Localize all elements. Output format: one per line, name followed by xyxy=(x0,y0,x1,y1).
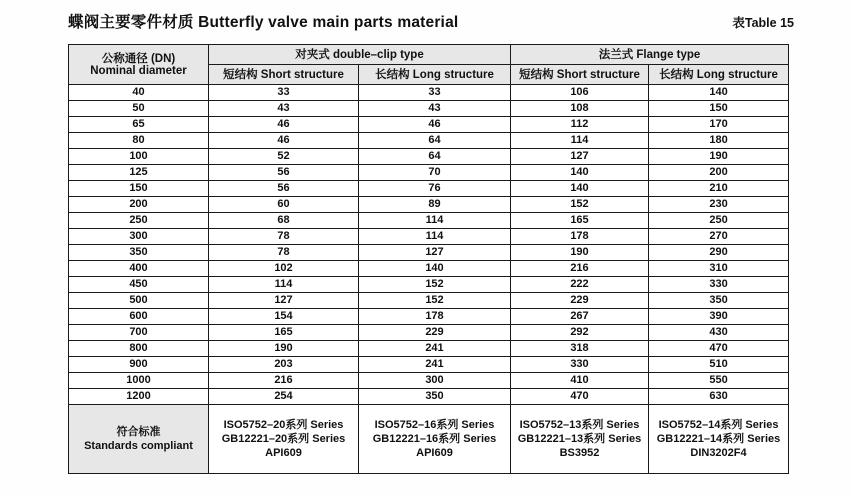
nominal-diameter-header-zh: 公称通径 (DN) xyxy=(101,52,176,65)
dn-cell: 900 xyxy=(69,357,209,373)
dimension-cell: 170 xyxy=(649,117,789,133)
dn-cell: 1000 xyxy=(69,373,209,389)
dimension-cell: 52 xyxy=(209,149,359,165)
dimension-cell: 165 xyxy=(209,325,359,341)
dimension-cell: 300 xyxy=(359,373,511,389)
dimension-cell: 330 xyxy=(511,357,649,373)
standards-label xyxy=(69,405,209,474)
dn-cell: 65 xyxy=(69,117,209,133)
table-row xyxy=(69,341,789,357)
dimension-cell: 43 xyxy=(359,101,511,117)
dn-cell: 800 xyxy=(69,341,209,357)
dimension-cell: 68 xyxy=(209,213,359,229)
dimension-cell: 350 xyxy=(359,389,511,405)
dn-cell: 700 xyxy=(69,325,209,341)
dimension-cell: 127 xyxy=(209,293,359,309)
dn-cell: 50 xyxy=(69,101,209,117)
dimension-cell: 410 xyxy=(511,373,649,389)
dimension-cell: 190 xyxy=(649,149,789,165)
table-row xyxy=(69,133,789,149)
table-row xyxy=(69,309,789,325)
dimension-cell: 102 xyxy=(209,261,359,277)
dimension-cell: 140 xyxy=(649,85,789,101)
dimension-cell: 250 xyxy=(649,213,789,229)
parts-material-table xyxy=(68,44,789,474)
sub-header-clip-short: 短结构 Short structure xyxy=(209,65,359,85)
dimension-cell: 140 xyxy=(359,261,511,277)
dn-cell: 125 xyxy=(69,165,209,181)
table-footer xyxy=(69,405,789,474)
dimension-cell: 210 xyxy=(649,181,789,197)
table-row xyxy=(69,101,789,117)
dn-cell: 100 xyxy=(69,149,209,165)
dn-cell: 250 xyxy=(69,213,209,229)
dimension-cell: 140 xyxy=(511,165,649,181)
table-row xyxy=(69,229,789,245)
dimension-cell: 254 xyxy=(209,389,359,405)
dimension-cell: 241 xyxy=(359,341,511,357)
table-header xyxy=(69,45,789,85)
dimension-cell: 630 xyxy=(649,389,789,405)
table-row xyxy=(69,245,789,261)
standards-line: BS3952 xyxy=(559,447,600,459)
dimension-cell: 229 xyxy=(511,293,649,309)
standards-line: DIN3202F4 xyxy=(690,447,747,459)
dimension-cell: 114 xyxy=(209,277,359,293)
dimension-cell: 180 xyxy=(649,133,789,149)
dimension-cell: 550 xyxy=(649,373,789,389)
dimension-cell: 310 xyxy=(649,261,789,277)
standards-cell-clip-short xyxy=(209,405,359,474)
dimension-cell: 70 xyxy=(359,165,511,181)
dimension-cell: 114 xyxy=(511,133,649,149)
group-header-double-clip: 对夹式 double–clip type xyxy=(209,45,511,65)
dimension-cell: 46 xyxy=(359,117,511,133)
table-row xyxy=(69,389,789,405)
dimension-cell: 114 xyxy=(359,213,511,229)
dimension-cell: 78 xyxy=(209,245,359,261)
dimension-cell: 152 xyxy=(359,277,511,293)
nominal-diameter-header xyxy=(69,45,209,85)
dimension-cell: 203 xyxy=(209,357,359,373)
dn-cell: 40 xyxy=(69,85,209,101)
dimension-cell: 140 xyxy=(511,181,649,197)
dimension-cell: 152 xyxy=(511,197,649,213)
dimension-cell: 64 xyxy=(359,133,511,149)
sub-header-flange-short: 短结构 Short structure xyxy=(511,65,649,85)
dimension-cell: 470 xyxy=(511,389,649,405)
dimension-cell: 350 xyxy=(649,293,789,309)
standards-line: GB12221–20系列 Series xyxy=(221,433,346,445)
dimension-cell: 190 xyxy=(209,341,359,357)
standards-line: API609 xyxy=(265,447,302,459)
dimension-cell: 290 xyxy=(649,245,789,261)
dimension-cell: 216 xyxy=(209,373,359,389)
dimension-cell: 60 xyxy=(209,197,359,213)
dimension-cell: 112 xyxy=(511,117,649,133)
dimension-cell: 178 xyxy=(511,229,649,245)
dn-cell: 500 xyxy=(69,293,209,309)
dimension-cell: 56 xyxy=(209,165,359,181)
dimension-cell: 230 xyxy=(649,197,789,213)
standards-line: API609 xyxy=(416,447,453,459)
standards-cell-flange-short xyxy=(511,405,649,474)
table-row xyxy=(69,325,789,341)
dimension-cell: 190 xyxy=(511,245,649,261)
dn-cell: 150 xyxy=(69,181,209,197)
dn-cell: 600 xyxy=(69,309,209,325)
dimension-cell: 270 xyxy=(649,229,789,245)
dimension-cell: 127 xyxy=(359,245,511,261)
dimension-cell: 222 xyxy=(511,277,649,293)
table-body xyxy=(69,85,789,405)
dimension-cell: 114 xyxy=(359,229,511,245)
standards-line: GB12221–16系列 Series xyxy=(372,433,497,445)
dimension-cell: 46 xyxy=(209,117,359,133)
dn-cell: 300 xyxy=(69,229,209,245)
page-title xyxy=(68,10,458,32)
dimension-cell: 76 xyxy=(359,181,511,197)
dimension-cell: 150 xyxy=(649,101,789,117)
table-row xyxy=(69,117,789,133)
dimension-cell: 229 xyxy=(359,325,511,341)
table-row xyxy=(69,373,789,389)
table-number-label: 表Table 15 xyxy=(732,16,794,30)
dn-cell: 80 xyxy=(69,133,209,149)
standards-line: GB12221–14系列 Series xyxy=(656,433,781,445)
table-row xyxy=(69,197,789,213)
sub-header-flange-long: 长结构 Long structure xyxy=(649,65,789,85)
dimension-cell: 33 xyxy=(209,85,359,101)
dimension-cell: 152 xyxy=(359,293,511,309)
table-row xyxy=(69,261,789,277)
group-header-row xyxy=(69,45,789,65)
standards-cell-flange-long xyxy=(649,405,789,474)
group-header-flange: 法兰式 Flange type xyxy=(511,45,789,65)
dimension-cell: 165 xyxy=(511,213,649,229)
table-row xyxy=(69,85,789,101)
dimension-cell: 154 xyxy=(209,309,359,325)
standards-row xyxy=(69,405,789,474)
sub-header-clip-long: 长结构 Long structure xyxy=(359,65,511,85)
dn-cell: 1200 xyxy=(69,389,209,405)
standards-label-zh: 符合标准 xyxy=(116,426,161,438)
dimension-cell: 390 xyxy=(649,309,789,325)
standards-label-en: Standards compliant xyxy=(84,440,193,452)
dimension-cell: 108 xyxy=(511,101,649,117)
nominal-diameter-header-en: Nominal diameter xyxy=(90,64,187,77)
standards-line: ISO5752–16系列 Series xyxy=(374,419,495,431)
dimension-cell: 200 xyxy=(649,165,789,181)
dimension-cell: 267 xyxy=(511,309,649,325)
title-row xyxy=(68,10,794,32)
dimension-cell: 241 xyxy=(359,357,511,373)
dimension-cell: 33 xyxy=(359,85,511,101)
dimension-cell: 510 xyxy=(649,357,789,373)
standards-cell-clip-long xyxy=(359,405,511,474)
table-row xyxy=(69,181,789,197)
table-row xyxy=(69,149,789,165)
dn-cell: 400 xyxy=(69,261,209,277)
standards-line: ISO5752–20系列 Series xyxy=(223,419,344,431)
dn-cell: 450 xyxy=(69,277,209,293)
standards-line: GB12221–13系列 Series xyxy=(517,433,642,445)
dimension-cell: 318 xyxy=(511,341,649,357)
standards-line: ISO5752–13系列 Series xyxy=(519,419,640,431)
dimension-cell: 470 xyxy=(649,341,789,357)
page-title-zh: 蝶阀主要零件材质 xyxy=(68,14,194,31)
dimension-cell: 106 xyxy=(511,85,649,101)
table-row xyxy=(69,213,789,229)
standards-line: ISO5752–14系列 Series xyxy=(658,419,779,431)
table-row xyxy=(69,357,789,373)
page-title-en: Butterfly valve main parts material xyxy=(198,14,459,31)
dn-cell: 200 xyxy=(69,197,209,213)
dimension-cell: 330 xyxy=(649,277,789,293)
dn-cell: 350 xyxy=(69,245,209,261)
dimension-cell: 78 xyxy=(209,229,359,245)
table-row xyxy=(69,165,789,181)
dimension-cell: 216 xyxy=(511,261,649,277)
table-row xyxy=(69,277,789,293)
table-row xyxy=(69,293,789,309)
dimension-cell: 292 xyxy=(511,325,649,341)
dimension-cell: 178 xyxy=(359,309,511,325)
dimension-cell: 127 xyxy=(511,149,649,165)
dimension-cell: 64 xyxy=(359,149,511,165)
dimension-cell: 430 xyxy=(649,325,789,341)
dimension-cell: 89 xyxy=(359,197,511,213)
dimension-cell: 56 xyxy=(209,181,359,197)
dimension-cell: 43 xyxy=(209,101,359,117)
dimension-cell: 46 xyxy=(209,133,359,149)
